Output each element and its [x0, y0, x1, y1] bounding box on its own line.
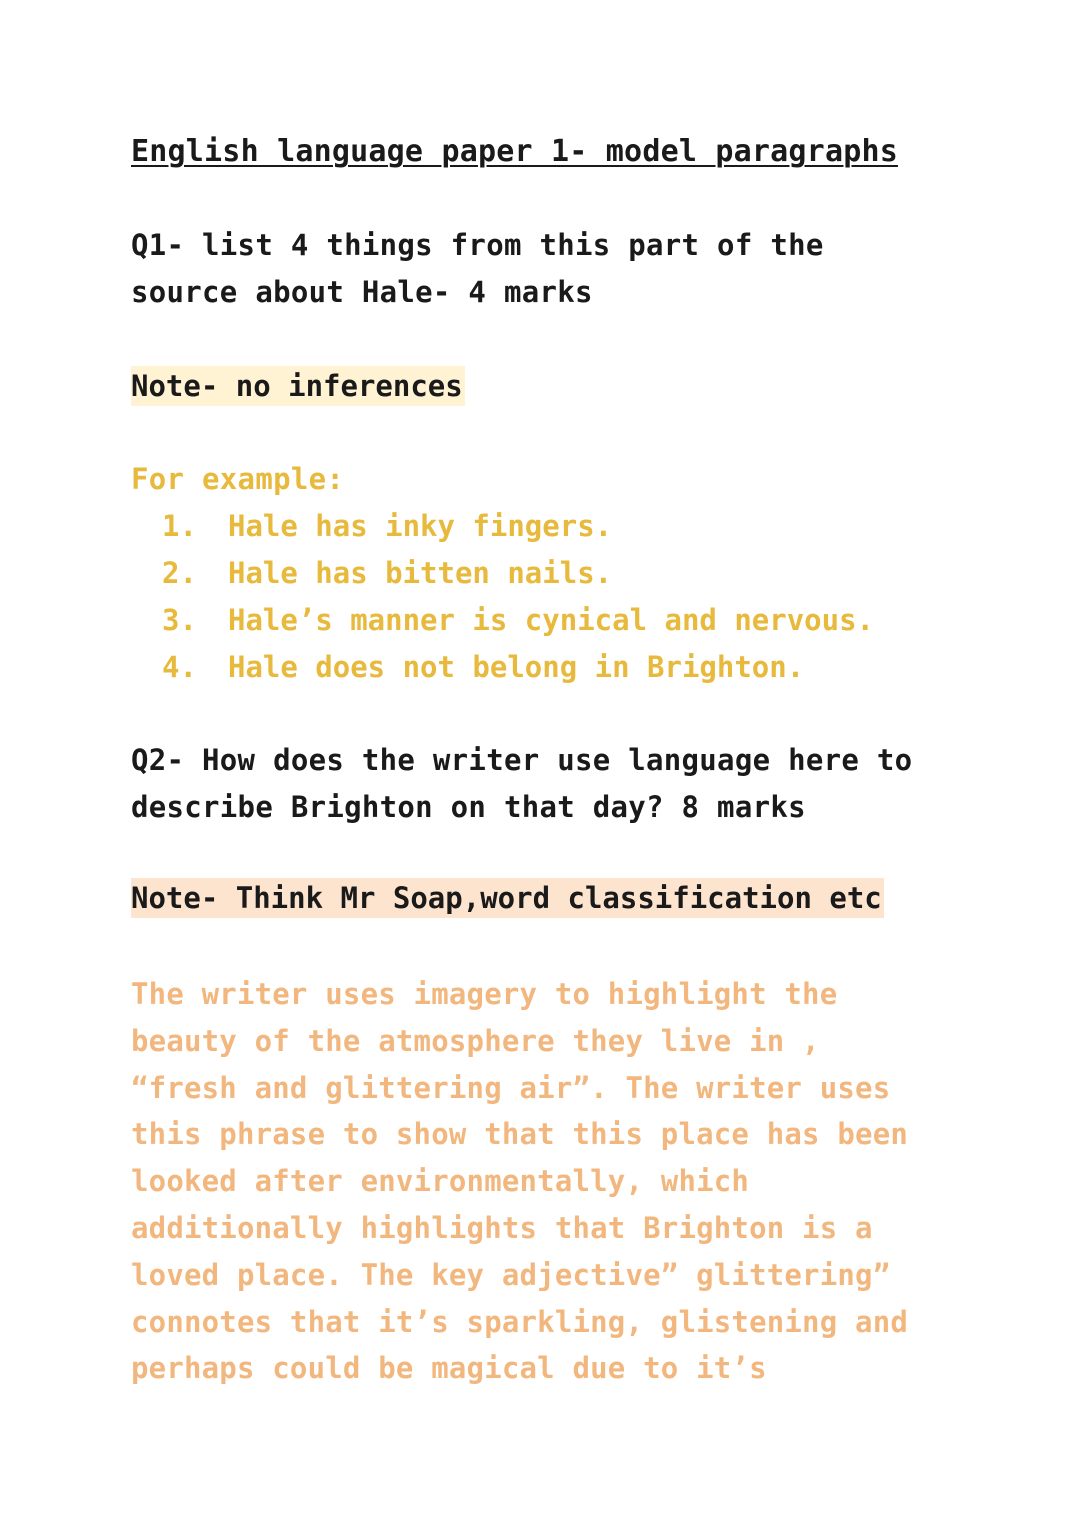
question-2: [131, 737, 912, 831]
list-item: 3. Hale’s manner is cynical and nervous.: [162, 603, 875, 637]
answer-line: connotes that it’s sparkling, glistening and: [131, 1304, 909, 1339]
list-item: 4. Hale does not belong in Brighton.: [162, 650, 805, 684]
example-label: For example:: [131, 462, 345, 496]
question-2-line-1: Q2- How does the writer use language here to: [131, 743, 913, 777]
question-1: [131, 222, 824, 316]
document-title: English language paper 1- model paragraphs: [131, 134, 898, 169]
model-answer: [131, 971, 961, 1392]
list-item: 2. Hale has bitten nails.: [162, 556, 613, 590]
question-1-note: Note- no inferences: [131, 366, 465, 406]
answer-line: The writer uses imagery to highlight the: [131, 977, 838, 1011]
question-1-line-2: source about Hale- 4 marks: [131, 275, 593, 309]
answer-line: “fresh and glittering air”. The writer uses: [131, 1070, 891, 1105]
answer-line: additionally highlights that Brighton is a: [131, 1210, 873, 1245]
answer-line: this phrase to show that this place has been: [131, 1117, 909, 1152]
answer-line: loved place. The key adjective” glittering”: [131, 1257, 891, 1292]
list-item: 1. Hale has inky fingers.: [162, 509, 613, 543]
question-1-line-1: Q1- list 4 things from this part of the: [131, 228, 824, 262]
answer-line: beauty of the atmosphere they live in ,: [131, 1023, 820, 1058]
answer-line: perhaps could be magical due to it’s: [131, 1351, 767, 1386]
question-2-note: Note- Think Mr Soap,word classification etc: [131, 878, 884, 918]
answer-line: looked after environmentally, which: [131, 1164, 750, 1199]
question-2-line-2: describe Brighton on that day? 8 marks: [131, 790, 806, 824]
example-list: [162, 503, 874, 691]
